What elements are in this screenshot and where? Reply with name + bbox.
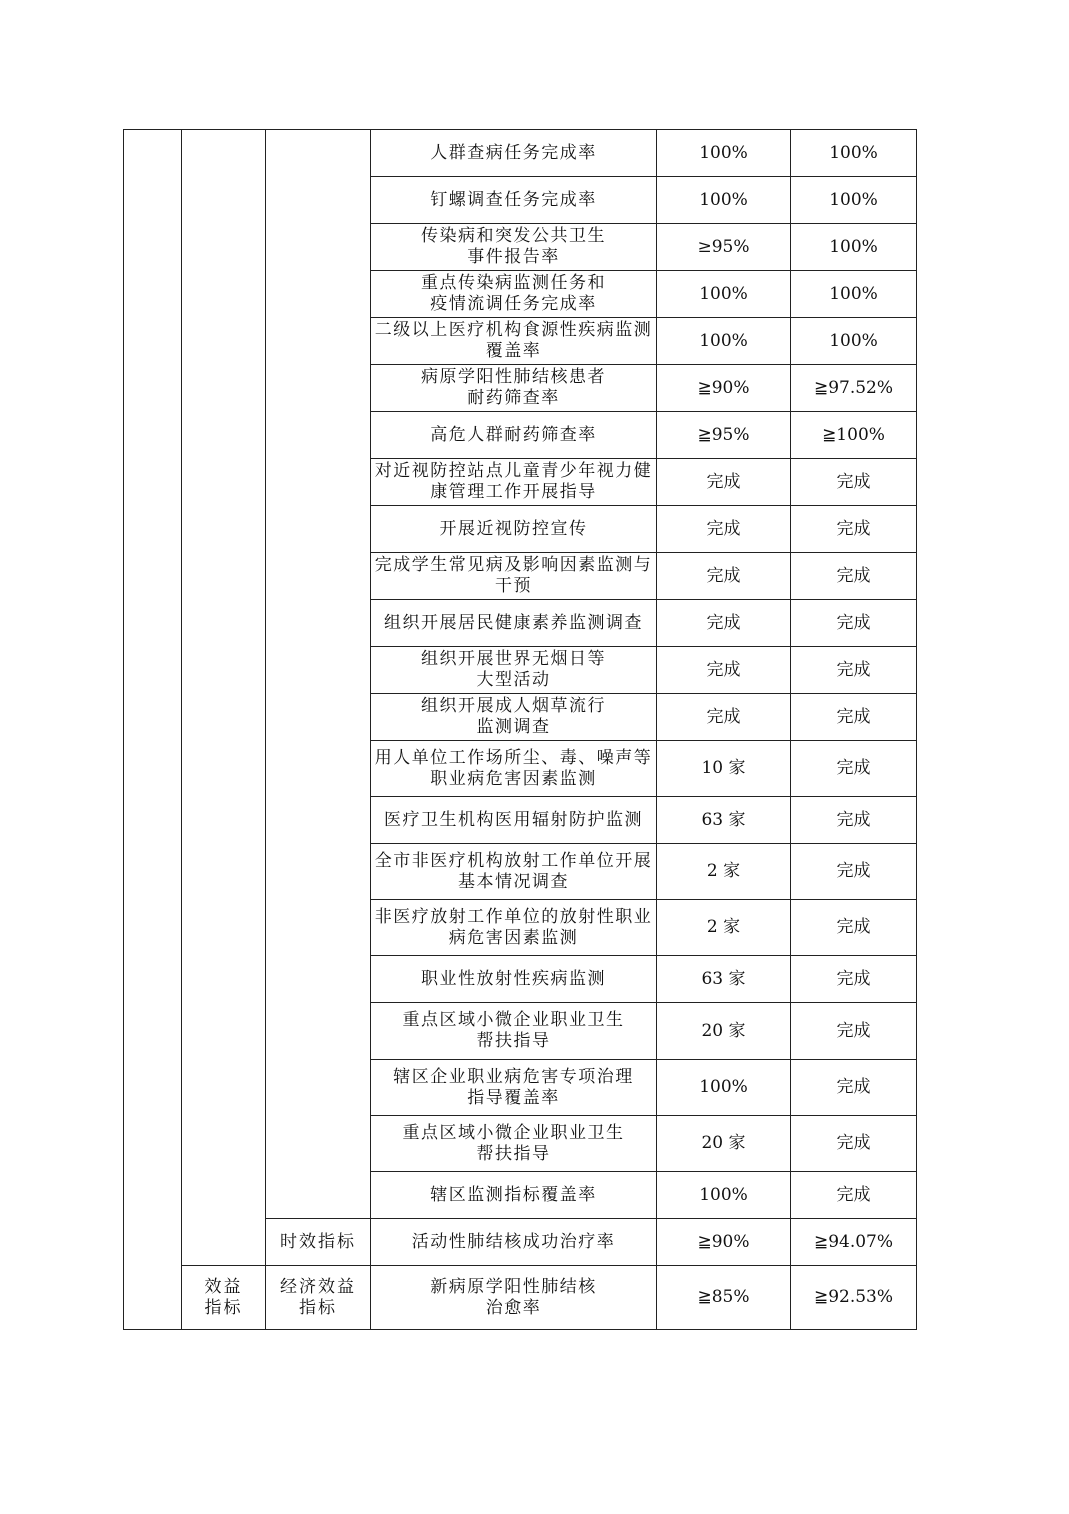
actual-value: 100% [791,177,917,224]
indicator-name: 职业性放射性疾病监测 [371,956,657,1003]
target-value: 63 家 [657,956,791,1003]
actual-value: 完成 [791,741,917,797]
actual-value: 完成 [791,1116,917,1172]
target-value: 63 家 [657,797,791,844]
indicator-name: 用人单位工作场所尘、毒、噪声等 职业病危害因素监测 [371,741,657,797]
target-value: 完成 [657,600,791,647]
indicator-name: 人群查病任务完成率 [371,130,657,177]
target-value: 20 家 [657,1116,791,1172]
target-value: 2 家 [657,900,791,956]
target-value: ≧95% [657,412,791,459]
actual-value: 完成 [791,1003,917,1060]
actual-value: ≧97.52% [791,365,917,412]
actual-value: 完成 [791,900,917,956]
target-value: 完成 [657,459,791,506]
indicator-name: 辖区企业职业病危害专项治理 指导覆盖率 [371,1060,657,1116]
table-body [124,130,917,1330]
target-value: 2 家 [657,844,791,900]
target-value: 100% [657,1060,791,1116]
target-value: 完成 [657,647,791,694]
target-value: 100% [657,318,791,365]
actual-value: 100% [791,224,917,271]
target-value: 完成 [657,694,791,741]
actual-value: 完成 [791,797,917,844]
indicator-name: 重点传染病监测任务和 疫情流调任务完成率 [371,271,657,318]
indicator-name: 病原学阳性肺结核患者 耐药筛查率 [371,365,657,412]
indicator-name: 医疗卫生机构医用辐射防护监测 [371,797,657,844]
indicator-category: 经济效益 指标 [266,1266,371,1330]
indicator-category: 时效指标 [266,1219,371,1266]
actual-value: 完成 [791,647,917,694]
indicator-name: 辖区监测指标覆盖率 [371,1172,657,1219]
actual-value: 完成 [791,844,917,900]
target-value: 100% [657,271,791,318]
level1-category-cell [124,130,182,1330]
actual-value: ≧100% [791,412,917,459]
target-value: 10 家 [657,741,791,797]
actual-value: 100% [791,271,917,318]
indicator-name: 非医疗放射工作单位的放射性职业 病危害因素监测 [371,900,657,956]
actual-value: 100% [791,130,917,177]
actual-value: ≧94.07% [791,1219,917,1266]
actual-value: 完成 [791,1060,917,1116]
performance-indicator-table [123,129,917,1330]
indicator-name: 全市非医疗机构放射工作单位开展 基本情况调查 [371,844,657,900]
indicator-name: 组织开展世界无烟日等 大型活动 [371,647,657,694]
indicator-name: 新病原学阳性肺结核 治愈率 [371,1266,657,1330]
indicator-name: 组织开展成人烟草流行 监测调查 [371,694,657,741]
actual-value: 完成 [791,600,917,647]
table-row [124,130,917,177]
indicator-name: 高危人群耐药筛查率 [371,412,657,459]
indicator-name: 钉螺调查任务完成率 [371,177,657,224]
target-value: ≧90% [657,1219,791,1266]
actual-value: 完成 [791,694,917,741]
indicator-name: 活动性肺结核成功治疗率 [371,1219,657,1266]
target-value: ≧85% [657,1266,791,1330]
target-value: 100% [657,130,791,177]
benefit-category: 效益 指标 [182,1266,266,1330]
target-value: 100% [657,177,791,224]
indicator-name: 组织开展居民健康素养监测调查 [371,600,657,647]
target-value: 100% [657,1172,791,1219]
target-value: 20 家 [657,1003,791,1060]
target-value: 完成 [657,553,791,600]
indicator-name: 重点区域小微企业职业卫生 帮扶指导 [371,1116,657,1172]
indicator-name: 对近视防控站点儿童青少年视力健 康管理工作开展指导 [371,459,657,506]
target-value: 完成 [657,506,791,553]
target-value: ≧90% [657,365,791,412]
actual-value: 完成 [791,956,917,1003]
table-row [124,1266,917,1330]
indicator-name: 开展近视防控宣传 [371,506,657,553]
level2-category-cell [182,130,266,1266]
level3-category-cell [266,130,371,1219]
indicator-name: 完成学生常见病及影响因素监测与 干预 [371,553,657,600]
indicator-name: 二级以上医疗机构食源性疾病监测 覆盖率 [371,318,657,365]
actual-value: 完成 [791,1172,917,1219]
indicator-name: 传染病和突发公共卫生 事件报告率 [371,224,657,271]
target-value: ≥95% [657,224,791,271]
indicator-name: 重点区域小微企业职业卫生 帮扶指导 [371,1003,657,1060]
actual-value: 100% [791,318,917,365]
actual-value: 完成 [791,506,917,553]
actual-value: 完成 [791,553,917,600]
actual-value: 完成 [791,459,917,506]
actual-value: ≧92.53% [791,1266,917,1330]
